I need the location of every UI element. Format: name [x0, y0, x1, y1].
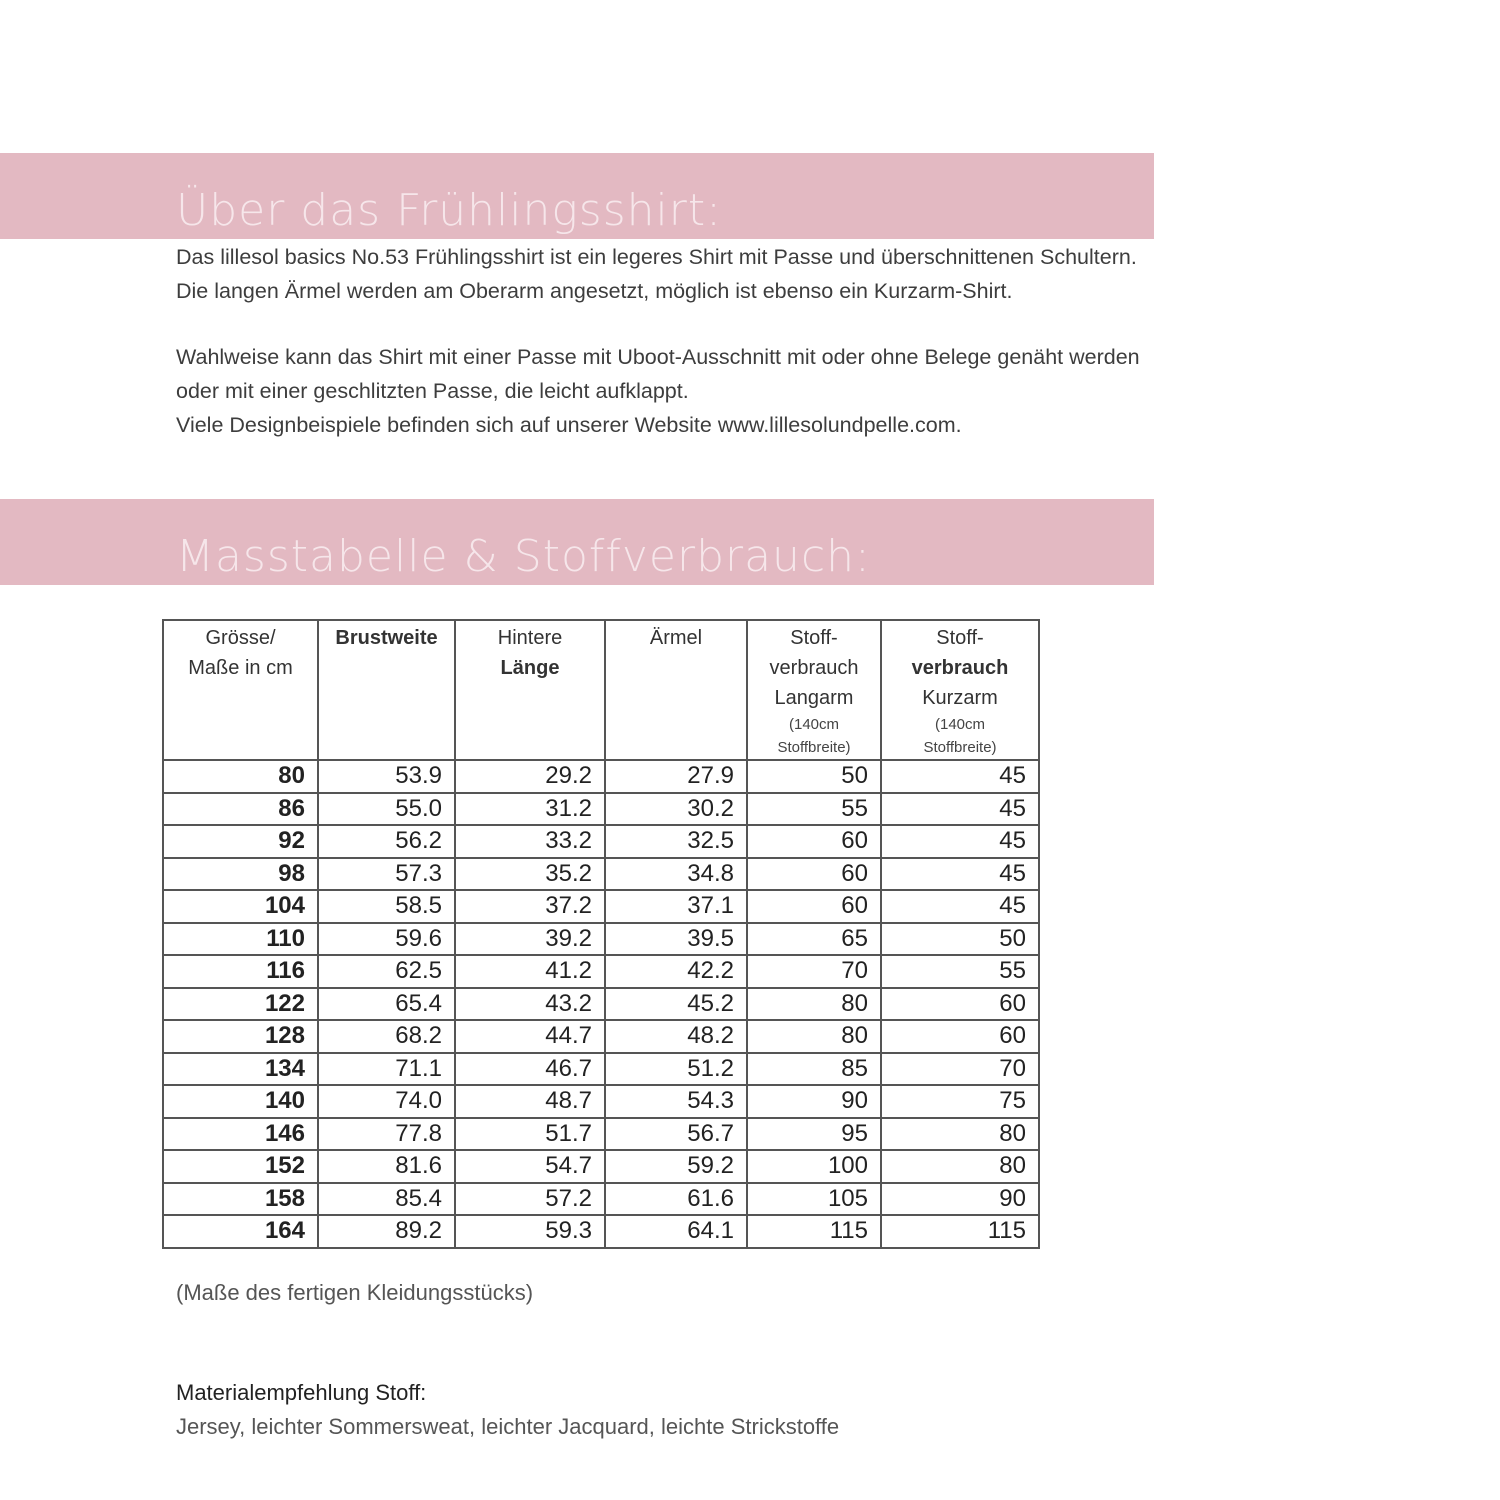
cell-fabric-long: 80: [747, 988, 881, 1021]
cell-chest: 65.4: [318, 988, 455, 1021]
table-row: [163, 1183, 1039, 1216]
cell-size: 134: [163, 1053, 318, 1086]
cell-chest: 58.5: [318, 890, 455, 923]
cell-back-length: 48.7: [455, 1085, 605, 1118]
cell-sleeve: 37.1: [605, 890, 747, 923]
header-note: (140cm: [788, 716, 840, 733]
cell-back-length: 33.2: [455, 825, 605, 858]
cell-fabric-short: 45: [881, 825, 1039, 858]
cell-chest: 68.2: [318, 1020, 455, 1053]
table-row: [163, 760, 1039, 793]
cell-chest: 74.0: [318, 1085, 455, 1118]
table-row: [163, 825, 1039, 858]
table-row: [163, 1085, 1039, 1118]
cell-back-length: 51.7: [455, 1118, 605, 1151]
cell-fabric-short: 60: [881, 988, 1039, 1021]
cell-size: 122: [163, 988, 318, 1021]
table-row: [163, 1053, 1039, 1086]
cell-size: 158: [163, 1183, 318, 1216]
table-row: [163, 793, 1039, 826]
header-chest: [318, 620, 455, 760]
cell-sleeve: 59.2: [605, 1150, 747, 1183]
cell-fabric-long: 95: [747, 1118, 881, 1151]
cell-sleeve: 34.8: [605, 858, 747, 891]
size-table-body: [163, 760, 1039, 1248]
header-line: Kurzarm: [922, 687, 998, 709]
cell-chest: 62.5: [318, 955, 455, 988]
cell-fabric-short: 80: [881, 1150, 1039, 1183]
cell-fabric-short: 75: [881, 1085, 1039, 1118]
intro-paragraph: [176, 240, 1137, 308]
cell-chest: 89.2: [318, 1215, 455, 1248]
cell-back-length: 57.2: [455, 1183, 605, 1216]
cell-size: 116: [163, 955, 318, 988]
cell-fabric-long: 80: [747, 1020, 881, 1053]
cell-fabric-short: 45: [881, 858, 1039, 891]
header-line: Länge: [500, 657, 560, 679]
cell-back-length: 35.2: [455, 858, 605, 891]
size-table-header-row: [163, 620, 1039, 760]
header-line: Hintere: [497, 627, 563, 649]
cell-sleeve: 56.7: [605, 1118, 747, 1151]
cell-chest: 57.3: [318, 858, 455, 891]
table-row: [163, 1150, 1039, 1183]
cell-back-length: 46.7: [455, 1053, 605, 1086]
cell-fabric-long: 70: [747, 955, 881, 988]
header-line: Ärmel: [649, 627, 703, 649]
table-row: [163, 890, 1039, 923]
cell-fabric-long: 105: [747, 1183, 881, 1216]
cell-sleeve: 64.1: [605, 1215, 747, 1248]
cell-back-length: 39.2: [455, 923, 605, 956]
cell-fabric-long: 90: [747, 1085, 881, 1118]
cell-back-length: 43.2: [455, 988, 605, 1021]
cell-sleeve: 42.2: [605, 955, 747, 988]
cell-chest: 81.6: [318, 1150, 455, 1183]
cell-fabric-short: 45: [881, 890, 1039, 923]
cell-fabric-long: 115: [747, 1215, 881, 1248]
cell-chest: 77.8: [318, 1118, 455, 1151]
cell-fabric-long: 60: [747, 825, 881, 858]
cell-sleeve: 48.2: [605, 1020, 747, 1053]
cell-chest: 55.0: [318, 793, 455, 826]
cell-back-length: 44.7: [455, 1020, 605, 1053]
cell-size: 146: [163, 1118, 318, 1151]
cell-sleeve: 61.6: [605, 1183, 747, 1216]
header-sleeve: [605, 620, 747, 760]
header-line: Brustweite: [335, 627, 438, 649]
size-table: [162, 619, 1040, 1249]
cell-chest: 59.6: [318, 923, 455, 956]
header-line: verbrauch: [769, 657, 859, 679]
cell-chest: 71.1: [318, 1053, 455, 1086]
cell-size: 128: [163, 1020, 318, 1053]
cell-fabric-long: 60: [747, 890, 881, 923]
cell-fabric-long: 85: [747, 1053, 881, 1086]
material-label: Materialempfehlung Stoff:: [176, 1380, 427, 1405]
cell-fabric-short: 80: [881, 1118, 1039, 1151]
options-line: oder mit einer geschlitzten Passe, die leicht aufklappt.: [176, 379, 689, 403]
intro-line: Die langen Ärmel werden am Oberarm angesetzt, möglich ist ebenso ein Kurzarm-Shirt.: [176, 279, 1013, 303]
header-back-length: [455, 620, 605, 760]
cell-fabric-long: 100: [747, 1150, 881, 1183]
table-row: [163, 858, 1039, 891]
cell-fabric-short: 55: [881, 955, 1039, 988]
header-line: Stoff-: [790, 627, 838, 649]
cell-fabric-short: 45: [881, 793, 1039, 826]
cell-size: 140: [163, 1085, 318, 1118]
header-line: Stoff-: [936, 627, 984, 649]
options-paragraph: [176, 340, 1140, 442]
cell-size: 110: [163, 923, 318, 956]
cell-size: 98: [163, 858, 318, 891]
section-title-about: Über das Frühlingsshirt:: [176, 185, 722, 236]
cell-chest: 53.9: [318, 760, 455, 793]
cell-fabric-long: 55: [747, 793, 881, 826]
header-line: Grösse/: [205, 627, 276, 649]
cell-fabric-short: 90: [881, 1183, 1039, 1216]
cell-fabric-short: 45: [881, 760, 1039, 793]
cell-sleeve: 39.5: [605, 923, 747, 956]
table-row: [163, 1020, 1039, 1053]
cell-size: 92: [163, 825, 318, 858]
header-line: Langarm: [774, 687, 854, 709]
cell-fabric-long: 50: [747, 760, 881, 793]
section-banner-size-chart: [0, 499, 1154, 585]
cell-back-length: 29.2: [455, 760, 605, 793]
table-row: [163, 988, 1039, 1021]
cell-size: 152: [163, 1150, 318, 1183]
cell-sleeve: 51.2: [605, 1053, 747, 1086]
cell-size: 86: [163, 793, 318, 826]
header-note: (140cm: [934, 716, 986, 733]
cell-size: 80: [163, 760, 318, 793]
cell-chest: 85.4: [318, 1183, 455, 1216]
cell-fabric-long: 65: [747, 923, 881, 956]
section-banner-about: [0, 153, 1154, 239]
table-footnote: (Maße des fertigen Kleidungsstücks): [176, 1280, 534, 1305]
header-fabric-long-sleeve: [747, 620, 881, 760]
cell-size: 164: [163, 1215, 318, 1248]
cell-chest: 56.2: [318, 825, 455, 858]
material-text: Jersey, leichter Sommersweat, leichter Jacquard, leichte Strickstoffe: [176, 1414, 840, 1439]
header-fabric-short-sleeve: [881, 620, 1039, 760]
table-row: [163, 1118, 1039, 1151]
header-note: Stoffbreite): [777, 739, 851, 756]
options-line: Wahlweise kann das Shirt mit einer Passe mit Uboot-Ausschnitt mit oder ohne Belege genäht werden: [176, 345, 1140, 369]
options-line: Viele Designbeispiele befinden sich auf unserer Website www.lillesolundpelle.com.: [176, 413, 962, 437]
cell-fabric-short: 70: [881, 1053, 1039, 1086]
header-note: Stoffbreite): [923, 739, 997, 756]
cell-fabric-short: 50: [881, 923, 1039, 956]
table-row: [163, 955, 1039, 988]
cell-sleeve: 32.5: [605, 825, 747, 858]
cell-fabric-long: 60: [747, 858, 881, 891]
cell-sleeve: 54.3: [605, 1085, 747, 1118]
cell-sleeve: 45.2: [605, 988, 747, 1021]
header-line: verbrauch: [911, 657, 1009, 679]
cell-back-length: 37.2: [455, 890, 605, 923]
cell-back-length: 41.2: [455, 955, 605, 988]
cell-back-length: 54.7: [455, 1150, 605, 1183]
cell-fabric-short: 60: [881, 1020, 1039, 1053]
header-line: Maße in cm: [188, 657, 293, 679]
header-size: [163, 620, 318, 760]
cell-fabric-short: 115: [881, 1215, 1039, 1248]
cell-size: 104: [163, 890, 318, 923]
cell-sleeve: 30.2: [605, 793, 747, 826]
cell-back-length: 31.2: [455, 793, 605, 826]
table-row: [163, 923, 1039, 956]
section-title-size-chart: Masstabelle & Stoffverbrauch:: [176, 531, 871, 582]
cell-sleeve: 27.9: [605, 760, 747, 793]
intro-line: Das lillesol basics No.53 Frühlingsshirt ist ein legeres Shirt mit Passe und überschnittenen Schultern.: [176, 245, 1137, 269]
cell-back-length: 59.3: [455, 1215, 605, 1248]
table-row: [163, 1215, 1039, 1248]
